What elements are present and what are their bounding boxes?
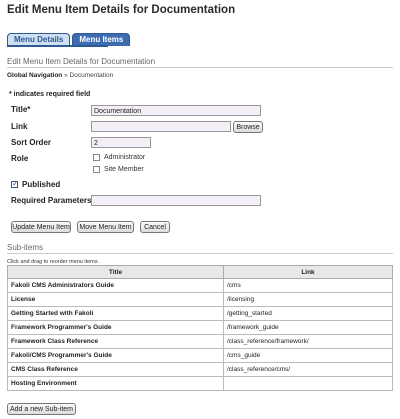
link-label: Link — [11, 122, 28, 131]
column-header-title[interactable]: Title — [8, 266, 224, 279]
tab-menu-items[interactable]: Menu Items — [72, 33, 130, 46]
divider — [7, 253, 393, 254]
row-link: /framework_guide — [224, 321, 393, 335]
row-title[interactable]: Hosting Environment — [8, 377, 224, 391]
table-row[interactable] — [8, 349, 393, 363]
role-label: Role — [11, 154, 29, 163]
browse-button[interactable]: Browse — [233, 121, 263, 133]
row-title[interactable]: Framework Class Reference — [8, 335, 224, 349]
sort-order-label: Sort Order — [11, 138, 52, 147]
table-row[interactable] — [8, 279, 393, 293]
row-link: /cms — [224, 279, 393, 293]
tab-menu-details[interactable]: Menu Details — [7, 33, 70, 46]
column-header-link[interactable]: Link — [224, 266, 393, 279]
row-title[interactable]: CMS Class Reference — [8, 363, 224, 377]
title-input[interactable]: Documentation — [91, 105, 261, 116]
table-row[interactable] — [8, 321, 393, 335]
row-title[interactable]: Fakoli CMS Administrators Guide — [8, 279, 224, 293]
row-link — [224, 377, 393, 391]
tab-underline — [7, 45, 108, 47]
title-label: Title* — [11, 105, 31, 114]
breadcrumb-current: Documentation — [69, 72, 114, 79]
breadcrumb — [7, 72, 113, 79]
add-subitem-button[interactable]: Add a new Sub-item — [7, 403, 76, 415]
cancel-button[interactable]: Cancel — [140, 221, 170, 233]
row-link: /cms_guide — [224, 349, 393, 363]
table-header-row — [8, 266, 393, 279]
row-title[interactable]: Framework Programmer's Guide — [8, 321, 224, 335]
table-row[interactable] — [8, 363, 393, 377]
table-row[interactable] — [8, 293, 393, 307]
required-note: * indicates required field — [9, 91, 91, 98]
row-title[interactable]: Getting Started with Fakoli — [8, 307, 224, 321]
reorder-hint: Click and drag to reorder menu items. — [7, 259, 100, 265]
row-link: /class_reference/framework/ — [224, 335, 393, 349]
published-label: Published — [22, 180, 61, 189]
page-title: Edit Menu Item Details for Documentation — [7, 4, 236, 16]
required-parameters-label: Required Parameters — [11, 196, 92, 205]
breadcrumb-separator: » — [64, 72, 68, 79]
table-row[interactable] — [8, 307, 393, 321]
row-title[interactable]: Fakoli/CMS Programmer's Guide — [8, 349, 224, 363]
breadcrumb-parent[interactable]: Global Navigation — [7, 72, 63, 79]
section-title: Edit Menu Item Details for Documentation — [7, 57, 156, 66]
role-administrator-label: Administrator — [104, 154, 146, 161]
required-parameters-input[interactable] — [91, 195, 261, 206]
role-site-member-label: Site Member — [104, 166, 144, 173]
update-menu-item-button[interactable]: Update Menu Item — [11, 221, 71, 233]
link-input[interactable] — [91, 121, 231, 132]
row-link: /licensing — [224, 293, 393, 307]
subitems-table — [7, 265, 393, 391]
subitems-title: Sub-items — [7, 243, 44, 252]
row-title[interactable]: License — [8, 293, 224, 307]
row-link: /class_reference/cms/ — [224, 363, 393, 377]
role-administrator-checkbox[interactable] — [93, 154, 100, 161]
table-row[interactable] — [8, 335, 393, 349]
role-site-member-checkbox[interactable] — [93, 166, 100, 173]
published-checkbox[interactable] — [11, 181, 18, 188]
row-link: /getting_started — [224, 307, 393, 321]
divider — [7, 67, 393, 68]
move-menu-item-button[interactable]: Move Menu Item — [77, 221, 134, 233]
sort-order-input[interactable]: 2 — [91, 137, 151, 148]
table-row[interactable] — [8, 377, 393, 391]
